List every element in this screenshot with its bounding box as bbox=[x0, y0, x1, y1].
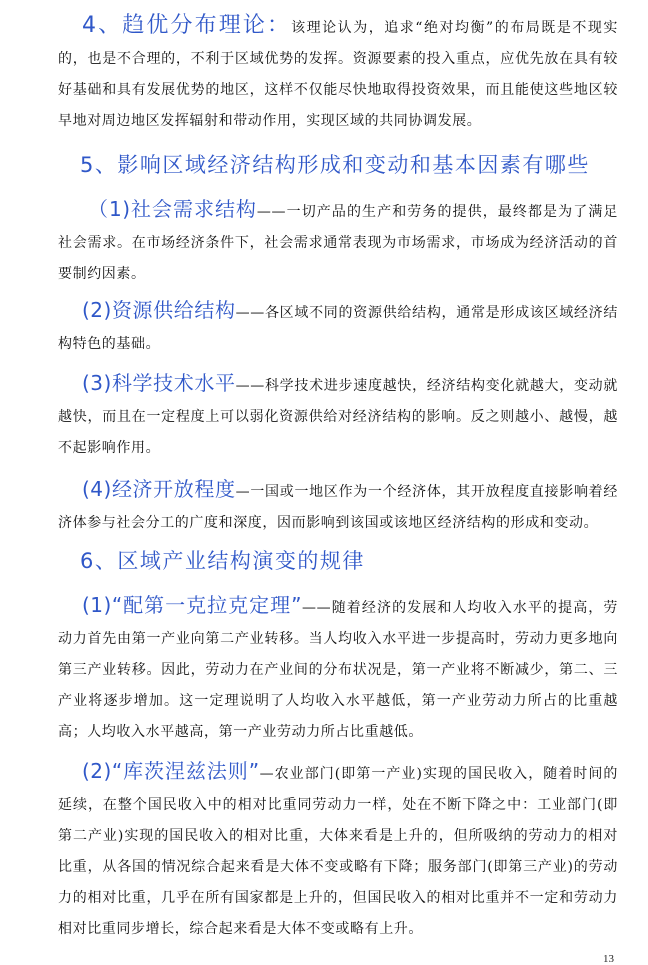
section-6-item-2-paragraph bbox=[58, 756, 618, 945]
section-5-item-3-paragraph bbox=[58, 368, 618, 464]
section-5-item-2-text: ——各区域不同的资源供给结构，通常是形成该区域经济结构特色的基础。 bbox=[58, 305, 618, 352]
section-6-item-2-text: —农业部门(即第一产业)实现的国民收入，随着时间的延续，在整个国民收入中的相对比重同劳动力一样，处在不断下降之中：工业部门(即第二产业)实现的国民收入的相对比重，大体来看是上升的，但所吸纳的劳动力的相对比重，从各国的情况综合起来看是大体不变或略有下降；服务部门(即第三产业)的劳动力的相对比重，几乎在所有国家都是上升的，但国民收入的相对比重并不一定和劳动力相对比重同步增长，综合起来看是大体不变或略有上升。 bbox=[58, 766, 618, 937]
section-5-title: 5、影响区域经济结构形成和变动和基本因素有哪些 bbox=[80, 153, 590, 177]
section-5-item-4-paragraph bbox=[58, 474, 618, 539]
section-6-item-1-heading: (1)“配第一克拉克定理” bbox=[82, 593, 302, 617]
section-5-item-1-text: ——一切产品的生产和劳务的提供，最终都是为了满足社会需求。在市场经济条件下，社会需求通常表现为市场需求，市场成为经济活动的首要制约因素。 bbox=[58, 204, 618, 282]
section-5-item-1-paragraph bbox=[58, 194, 618, 290]
section-5-item-3-text: ——科学技术进步速度越快，经济结构变化就越大，变动就越快，而且在一定程度上可以弱化资源供给对经济结构的影响。反之则越小、越慢，越不起影响作用。 bbox=[58, 378, 618, 456]
page-number: 13 bbox=[603, 953, 614, 965]
section-4-heading: 4、趋优分布理论： bbox=[82, 13, 292, 38]
section-5-item-2-heading: (2)资源供给结构 bbox=[82, 298, 236, 322]
section-6-item-1-paragraph bbox=[58, 590, 618, 748]
section-5-item-2-paragraph bbox=[58, 295, 618, 360]
section-5-item-4-text: —一国或一地区作为一个经济体，其开放程度直接影响着经济体参与社会分工的广度和深度，因而影响到该国或该地区经济结构的形成和变动。 bbox=[58, 484, 618, 531]
section-5-item-4-heading: (4)经济开放程度 bbox=[82, 477, 236, 501]
section-6-item-1-text: ——随着经济的发展和人均收入水平的提高，劳动力首先由第一产业向第二产业转移。当人均收入水平进一步提高时，劳动力更多地向第三产业转移。因此，劳动力在产业间的分布状况是，第一产业将不断减少，第二、三产业将逐步增加。这一定理说明了人均收入水平越低，第一产业劳动力所占的比重越高；人均收入水平越高，第一产业劳动力所占比重越低。 bbox=[58, 600, 618, 740]
section-4-text: 该理论认为，追求“绝对均衡”的布局既是不现实的，也是不合理的，不利于区域优势的发挥。资源要素的投入重点，应优先放在具有较好基础和具有发展优势的地区，这样不仅能尽快地取得投资效果，而且能使这些地区较早地对周边地区发挥辐射和带动作用，实现区域的共同协调发展。 bbox=[58, 20, 618, 129]
section-6-item-2-heading: (2)“库茨涅兹法则” bbox=[82, 759, 260, 783]
section-5-item-3-heading: (3)科学技术水平 bbox=[82, 371, 236, 395]
section-4-paragraph bbox=[58, 10, 618, 137]
section-6-title: 6、区域产业结构演变的规律 bbox=[80, 549, 365, 573]
section-5-item-1-heading: （1)社会需求结构 bbox=[88, 197, 257, 221]
